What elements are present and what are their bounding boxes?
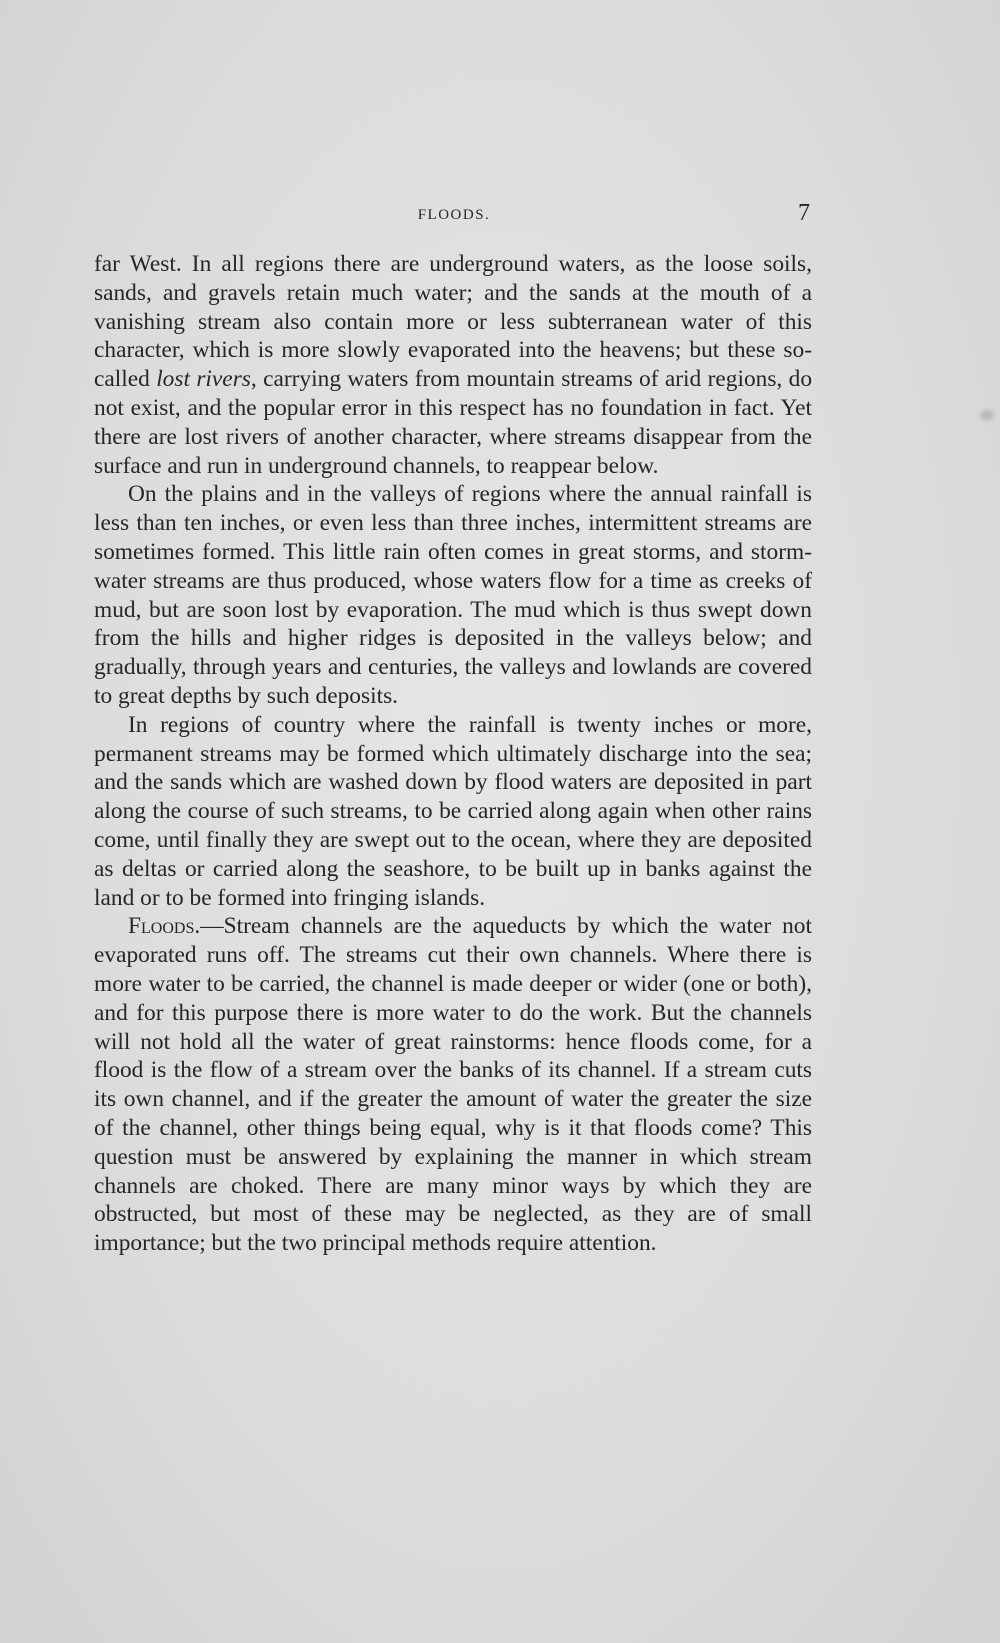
- paragraph-1-italic: lost rivers: [156, 366, 251, 393]
- paragraph-3: In regions of country where the rainfall is twenty inches or more, permanent streams may be formed which ultimately discharge into the sea; and the sands which are washed down by flood waters are deposited in part along the course of such streams, to be carried along again when other rains come, until finally they are swept out to the ocean, where they are deposited as deltas or carried along the seashore, to be built up in banks against the land or to be formed into fringing islands.: [94, 711, 812, 911]
- running-head: FLOODS.: [417, 207, 491, 223]
- paragraph-1-text-b: , carrying waters from mountain streams of arid regions, do not exist, and the popular error in this respect has no foundation in fact. Yet there are lost rivers of another character, where streams disappear from the surface and run in underground channels, to reappear below.: [94, 366, 813, 479]
- margin-smudge: [980, 410, 994, 420]
- paragraph-1: [94, 250, 812, 480]
- page-number: 7: [798, 200, 810, 226]
- paragraph-2: On the plains and in the valleys of regions where the annual rainfall is less than ten inches, or even less than three inches, intermittent streams are sometimes formed. This little rain often comes in great storms, and storm-water streams are thus produced, whose waters flow for a time as creeks of mud, but are soon lost by evaporation. The mud which is thus swept down from the hills and higher ridges is deposited in the valleys below; and gradually, through years and centuries, the valleys and lowlands are covered to great depths by such deposits.: [94, 481, 812, 709]
- section-heading-floods: Floods.: [128, 913, 201, 940]
- paragraph-4-text: —Stream channels are the aqueducts by which the water not evaporated runs off. The streams cut their own channels. Where there is more water to be carried, the channel is made deeper or wider (one or both), and for this purpose there is more water to do the work. But the channels will not hold all the water of great rainstorms: hence floods come, for a flood is the flow of a stream over the banks of its channel. If a stream cuts its own channel, and if the greater the amount of water the greater the size of the channel, other things being equal, why is it that floods come? This question must be answered by explaining the manner in which stream channels are choked. There are many minor ways by which they are obstructed, but most of these may be neglected, as they are of small importance; but the two principal methods require attention.: [94, 913, 812, 1257]
- paragraph-4: [94, 912, 812, 1258]
- body-text: [94, 250, 812, 1258]
- paragraph-1-text-a: far West. In all regions there are underground waters, as the loose soils, sands, and gravels retain much water; and the sands at the mouth of a vanishing stream also contain more or less subterranean water of this character, which is more slowly evaporated into the heavens; but these so-called: [94, 251, 812, 393]
- page-header: [94, 202, 814, 232]
